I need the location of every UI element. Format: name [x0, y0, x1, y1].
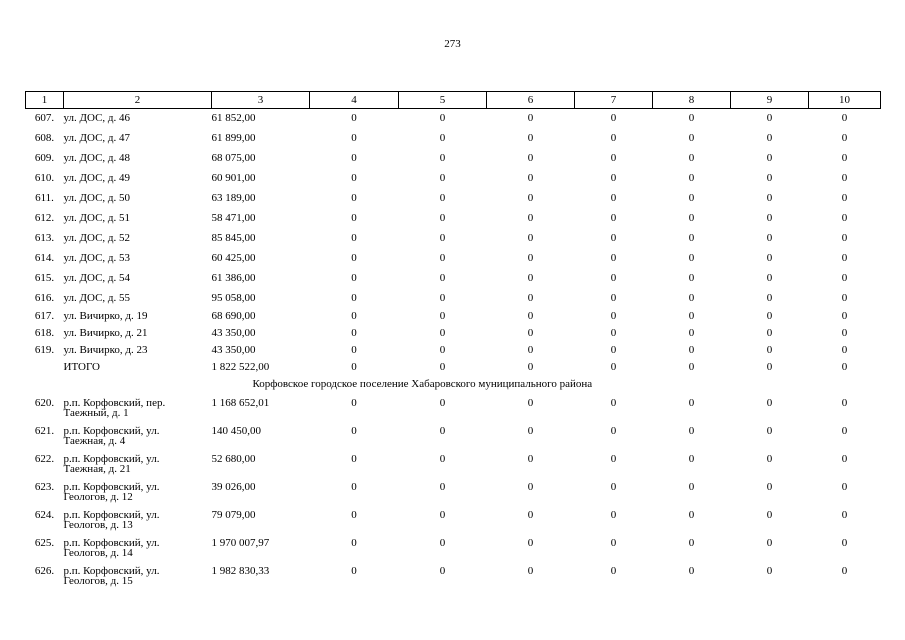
- zero-cell: 0: [610, 112, 617, 124]
- zero-cell: 0: [841, 424, 848, 437]
- value-cell: 85 845,00: [211, 231, 256, 244]
- zero-cell: 0: [841, 396, 848, 409]
- zero-cell: 0: [527, 251, 534, 264]
- address-cell: ул. ДОС, д. 52: [63, 231, 131, 244]
- table-row: [26, 269, 881, 289]
- zero-cell: 0: [439, 309, 446, 322]
- zero-cell: 0: [351, 309, 357, 322]
- row-number: 614.: [34, 251, 55, 264]
- row-number: 624.: [34, 508, 55, 521]
- value-cell: 60 901,00: [211, 171, 256, 184]
- zero-cell: 0: [766, 271, 773, 284]
- zero-cell: 0: [439, 508, 446, 521]
- zero-cell: 0: [610, 211, 617, 224]
- zero-cell: 0: [351, 112, 357, 124]
- zero-cell: 0: [610, 291, 617, 304]
- value-cell: 61 899,00: [211, 131, 256, 144]
- zero-cell: 0: [688, 112, 695, 124]
- zero-cell: 0: [766, 480, 773, 493]
- zero-cell: 0: [841, 480, 848, 493]
- zero-cell: 0: [527, 171, 534, 184]
- zero-cell: 0: [527, 452, 534, 465]
- table-row: [26, 506, 881, 534]
- address-cell: ул. ДОС, д. 46: [63, 112, 131, 124]
- zero-cell: 0: [527, 131, 534, 144]
- zero-cell: 0: [527, 564, 534, 577]
- zero-cell: 0: [439, 291, 446, 304]
- zero-cell: 0: [841, 151, 848, 164]
- column-header-3: 3: [212, 92, 310, 109]
- row-number: 611.: [35, 191, 54, 204]
- address-line-1: р.п. Корфовский, ул.: [63, 480, 160, 493]
- column-header-8: 8: [653, 92, 731, 109]
- zero-cell: 0: [439, 396, 446, 409]
- row-number: 626.: [34, 564, 55, 577]
- column-header-5: 5: [399, 92, 487, 109]
- zero-cell: 0: [610, 309, 617, 322]
- value-cell: 79 079,00: [211, 508, 256, 521]
- row-number: 608.: [34, 131, 55, 144]
- value-cell: 1 168 652,01: [211, 396, 270, 409]
- address-line-1: р.п. Корфовский, ул.: [63, 452, 160, 465]
- value-cell: 61 852,00: [211, 112, 256, 124]
- zero-cell: 0: [766, 360, 773, 373]
- zero-cell: 0: [841, 211, 848, 224]
- zero-cell: 0: [766, 291, 773, 304]
- address-line-2: Геологов, д. 12: [63, 490, 133, 503]
- address-line-2: Таежная, д. 21: [63, 462, 131, 475]
- address-cell: [64, 422, 212, 450]
- value-cell: 61 386,00: [211, 271, 256, 284]
- zero-cell: 0: [841, 536, 848, 549]
- zero-cell: 0: [527, 326, 534, 339]
- row-number: 620.: [34, 396, 55, 409]
- zero-cell: 0: [610, 424, 617, 437]
- zero-cell: 0: [766, 343, 773, 356]
- column-header-1: 1: [26, 92, 64, 109]
- value-cell: 52 680,00: [211, 452, 256, 465]
- address-cell: ул. ДОС, д. 50: [63, 191, 131, 204]
- table-row: [26, 209, 881, 229]
- row-number: 607.: [34, 112, 55, 124]
- address-line-2: Таежный, д. 1: [63, 406, 129, 419]
- table-row: [26, 109, 881, 129]
- zero-cell: 0: [688, 171, 695, 184]
- zero-cell: 0: [688, 452, 695, 465]
- table-row: [26, 534, 881, 562]
- zero-cell: 0: [351, 343, 357, 356]
- address-line-1: р.п. Корфовский, ул.: [63, 564, 160, 577]
- zero-cell: 0: [439, 191, 446, 204]
- zero-cell: 0: [766, 396, 773, 409]
- zero-cell: 0: [841, 251, 848, 264]
- table-row: [26, 422, 881, 450]
- value-cell: 58 471,00: [211, 211, 256, 224]
- table-row: [26, 169, 881, 189]
- row-number: 622.: [34, 452, 55, 465]
- row-number: 618.: [34, 326, 55, 339]
- zero-cell: 0: [688, 271, 695, 284]
- zero-cell: 0: [351, 326, 357, 339]
- zero-cell: 0: [688, 396, 695, 409]
- zero-cell: 0: [527, 536, 534, 549]
- row-number: 616.: [34, 291, 55, 304]
- zero-cell: 0: [527, 231, 534, 244]
- section-title: Корфовское городское поселение Хабаровского муниципального района: [252, 377, 593, 390]
- zero-cell: 0: [351, 452, 357, 465]
- zero-cell: 0: [439, 271, 446, 284]
- table-row: [26, 562, 881, 590]
- zero-cell: 0: [527, 508, 534, 521]
- zero-cell: 0: [527, 309, 534, 322]
- zero-cell: 0: [439, 480, 446, 493]
- zero-cell: 0: [610, 151, 617, 164]
- zero-cell: 0: [766, 112, 773, 124]
- zero-cell: 0: [841, 171, 848, 184]
- zero-cell: 0: [351, 424, 357, 437]
- zero-cell: 0: [527, 191, 534, 204]
- value-cell: 68 075,00: [211, 151, 256, 164]
- zero-cell: 0: [439, 452, 446, 465]
- zero-cell: 0: [766, 536, 773, 549]
- address-cell: [64, 534, 212, 562]
- table-row: [26, 189, 881, 209]
- zero-cell: 0: [688, 211, 695, 224]
- zero-cell: 0: [527, 291, 534, 304]
- zero-cell: 0: [351, 131, 357, 144]
- zero-cell: 0: [610, 271, 617, 284]
- zero-cell: 0: [439, 231, 446, 244]
- address-cell: [64, 478, 212, 506]
- address-cell: ул. Вичирко, д. 23: [63, 343, 148, 356]
- zero-cell: 0: [688, 360, 695, 373]
- address-cell: ул. ДОС, д. 49: [63, 171, 131, 184]
- address-line-1: р.п. Корфовский, ул.: [63, 536, 160, 549]
- zero-cell: 0: [688, 424, 695, 437]
- address-line-2: Таежная, д. 4: [63, 434, 126, 447]
- zero-cell: 0: [841, 564, 848, 577]
- zero-cell: 0: [351, 480, 357, 493]
- address-cell: [64, 450, 212, 478]
- zero-cell: 0: [527, 360, 534, 373]
- zero-cell: 0: [841, 112, 848, 124]
- zero-cell: 0: [610, 564, 617, 577]
- section-row: [26, 377, 881, 394]
- zero-cell: 0: [439, 131, 446, 144]
- zero-cell: 0: [527, 271, 534, 284]
- value-cell: 1 982 830,33: [211, 564, 270, 577]
- zero-cell: 0: [688, 326, 695, 339]
- table-row: [26, 326, 881, 343]
- zero-cell: 0: [351, 271, 357, 284]
- table-row: [26, 309, 881, 326]
- zero-cell: 0: [841, 343, 848, 356]
- address-cell: ул. ДОС, д. 55: [63, 291, 131, 304]
- zero-cell: 0: [610, 343, 617, 356]
- row-number: 612.: [34, 211, 55, 224]
- address-cell: ул. ДОС, д. 48: [63, 151, 131, 164]
- table-row: [26, 343, 881, 360]
- zero-cell: 0: [351, 191, 357, 204]
- value-cell: 95 058,00: [211, 291, 256, 304]
- zero-cell: 0: [610, 452, 617, 465]
- zero-cell: 0: [351, 564, 357, 577]
- zero-cell: 0: [351, 251, 357, 264]
- value-cell: 140 450,00: [211, 424, 261, 437]
- zero-cell: 0: [688, 251, 695, 264]
- address-line-1: р.п. Корфовский, ул.: [63, 424, 160, 437]
- zero-cell: 0: [766, 171, 773, 184]
- zero-cell: 0: [766, 452, 773, 465]
- zero-cell: 0: [688, 191, 695, 204]
- zero-cell: 0: [610, 480, 617, 493]
- address-cell: ул. ДОС, д. 51: [63, 211, 131, 224]
- column-header-4: 4: [310, 92, 399, 109]
- zero-cell: 0: [688, 291, 695, 304]
- table-row: [26, 129, 881, 149]
- zero-cell: 0: [527, 480, 534, 493]
- zero-cell: 0: [841, 191, 848, 204]
- zero-cell: 0: [610, 536, 617, 549]
- column-header-9: 9: [731, 92, 809, 109]
- page-number: 273: [444, 38, 461, 50]
- value-cell: 43 350,00: [211, 343, 256, 356]
- table-row: [26, 394, 881, 422]
- zero-cell: 0: [766, 211, 773, 224]
- zero-cell: 0: [766, 564, 773, 577]
- zero-cell: 0: [766, 151, 773, 164]
- table-row: [26, 450, 881, 478]
- column-header-2: 2: [64, 92, 212, 109]
- zero-cell: 0: [688, 480, 695, 493]
- value-cell: 1 970 007,97: [211, 536, 270, 549]
- zero-cell: 0: [766, 424, 773, 437]
- value-cell: 60 425,00: [211, 251, 256, 264]
- zero-cell: 0: [841, 309, 848, 322]
- row-number: 621.: [34, 424, 55, 437]
- row-number: 613.: [34, 231, 55, 244]
- row-number: 619.: [34, 343, 55, 356]
- zero-cell: 0: [351, 360, 357, 373]
- row-number: 625.: [34, 536, 55, 549]
- zero-cell: 0: [766, 231, 773, 244]
- table-row: [26, 149, 881, 169]
- table-row: [26, 478, 881, 506]
- value-cell: 1 822 522,00: [211, 360, 270, 373]
- zero-cell: 0: [610, 396, 617, 409]
- zero-cell: 0: [351, 536, 357, 549]
- column-header-7: 7: [575, 92, 653, 109]
- zero-cell: 0: [688, 231, 695, 244]
- zero-cell: 0: [351, 291, 357, 304]
- zero-cell: 0: [688, 309, 695, 322]
- zero-cell: 0: [841, 291, 848, 304]
- zero-cell: 0: [351, 171, 357, 184]
- zero-cell: 0: [610, 131, 617, 144]
- zero-cell: 0: [766, 251, 773, 264]
- zero-cell: 0: [841, 131, 848, 144]
- zero-cell: 0: [527, 424, 534, 437]
- zero-cell: 0: [439, 171, 446, 184]
- zero-cell: 0: [527, 112, 534, 124]
- address-cell: ул. Вичирко, д. 19: [63, 309, 148, 322]
- address-cell: ул. ДОС, д. 54: [63, 271, 131, 284]
- row-number: 623.: [34, 480, 55, 493]
- zero-cell: 0: [439, 211, 446, 224]
- zero-cell: 0: [688, 131, 695, 144]
- address-cell: [64, 394, 212, 422]
- table-row: [26, 249, 881, 269]
- zero-cell: 0: [688, 508, 695, 521]
- zero-cell: 0: [351, 396, 357, 409]
- row-number: 615.: [34, 271, 55, 284]
- zero-cell: 0: [841, 271, 848, 284]
- address-cell: ИТОГО: [63, 360, 100, 373]
- zero-cell: 0: [527, 343, 534, 356]
- zero-cell: 0: [841, 508, 848, 521]
- zero-cell: 0: [688, 564, 695, 577]
- zero-cell: 0: [351, 231, 357, 244]
- table-row: [26, 289, 881, 309]
- column-header-6: 6: [487, 92, 575, 109]
- zero-cell: 0: [439, 251, 446, 264]
- address-cell: [64, 562, 212, 590]
- zero-cell: 0: [527, 211, 534, 224]
- address-cell: ул. Вичирко, д. 21: [63, 326, 148, 339]
- table-body: [26, 109, 881, 590]
- zero-cell: 0: [439, 564, 446, 577]
- address-line-2: Геологов, д. 15: [63, 574, 133, 587]
- value-cell: 43 350,00: [211, 326, 256, 339]
- address-cell: [64, 506, 212, 534]
- row-number: 617.: [34, 309, 55, 322]
- zero-cell: 0: [351, 211, 357, 224]
- address-line-2: Геологов, д. 13: [63, 518, 133, 531]
- zero-cell: 0: [610, 191, 617, 204]
- zero-cell: 0: [766, 131, 773, 144]
- address-cell: ул. ДОС, д. 47: [63, 131, 131, 144]
- zero-cell: 0: [439, 326, 446, 339]
- zero-cell: 0: [688, 536, 695, 549]
- header-row: [26, 92, 881, 109]
- zero-cell: 0: [527, 396, 534, 409]
- zero-cell: 0: [841, 452, 848, 465]
- zero-cell: 0: [439, 536, 446, 549]
- zero-cell: 0: [841, 360, 848, 373]
- zero-cell: 0: [610, 251, 617, 264]
- zero-cell: 0: [439, 343, 446, 356]
- zero-cell: 0: [439, 112, 446, 124]
- address-line-1: р.п. Корфовский, ул.: [63, 508, 160, 521]
- zero-cell: 0: [610, 508, 617, 521]
- column-header-10: 10: [809, 92, 881, 109]
- zero-cell: 0: [610, 360, 617, 373]
- zero-cell: 0: [351, 151, 357, 164]
- zero-cell: 0: [610, 171, 617, 184]
- zero-cell: 0: [439, 424, 446, 437]
- zero-cell: 0: [766, 309, 773, 322]
- row-number: 609.: [34, 151, 55, 164]
- data-table: [25, 91, 881, 590]
- address-line-1: р.п. Корфовский, пер.: [63, 396, 166, 409]
- row-number: 610.: [34, 171, 55, 184]
- zero-cell: 0: [610, 231, 617, 244]
- value-cell: 68 690,00: [211, 309, 256, 322]
- zero-cell: 0: [766, 326, 773, 339]
- zero-cell: 0: [351, 508, 357, 521]
- value-cell: 39 026,00: [211, 480, 256, 493]
- zero-cell: 0: [841, 231, 848, 244]
- table-row: [26, 360, 881, 377]
- row-number: [26, 360, 64, 377]
- zero-cell: 0: [527, 151, 534, 164]
- zero-cell: 0: [439, 360, 446, 373]
- zero-cell: 0: [766, 508, 773, 521]
- zero-cell: 0: [439, 151, 446, 164]
- table-row: [26, 229, 881, 249]
- value-cell: 63 189,00: [211, 191, 256, 204]
- zero-cell: 0: [688, 151, 695, 164]
- zero-cell: 0: [610, 326, 617, 339]
- zero-cell: 0: [841, 326, 848, 339]
- address-cell: ул. ДОС, д. 53: [63, 251, 131, 264]
- zero-cell: 0: [688, 343, 695, 356]
- zero-cell: 0: [766, 191, 773, 204]
- address-line-2: Геологов, д. 14: [63, 546, 133, 559]
